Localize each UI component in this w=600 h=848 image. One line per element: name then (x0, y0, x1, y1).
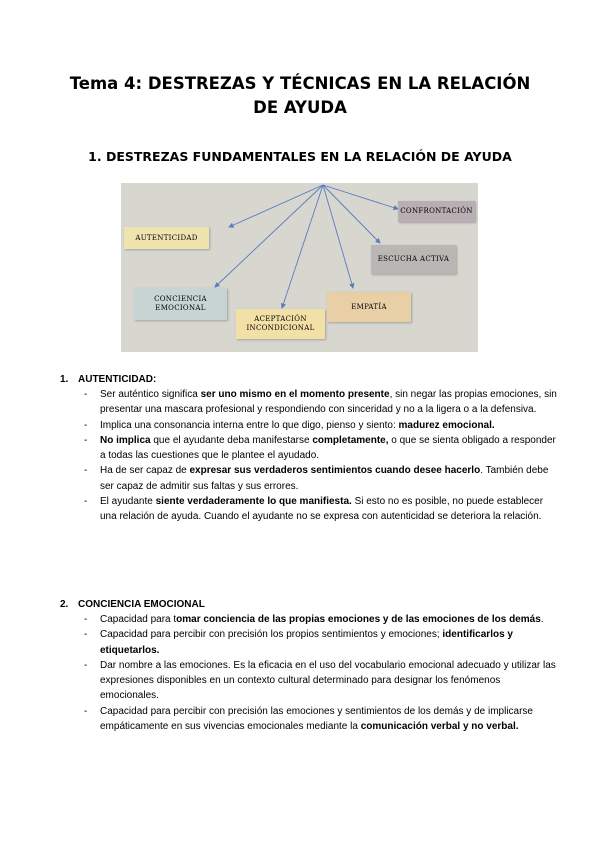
box-escucha-activa: ESCUCHA ACTIVA (371, 245, 456, 274)
bullet-item: - Implica una consonancia interna entre lo que digo, pienso y siento: madurez emocional. (60, 418, 560, 433)
arrow-to-conciencia (215, 185, 323, 287)
bullet-item: - Capacidad para tomar conciencia de las propias emociones y de las emociones de los demás. (60, 612, 560, 627)
document-title: Tema 4: DESTREZAS Y TÉCNICAS EN LA RELACIÓN DE AYUDA (69, 74, 531, 117)
item-list (60, 387, 560, 525)
box-confrontacion: CONFRONTACIÓN (398, 201, 475, 222)
box-empatia: EMPATÍA (327, 292, 411, 322)
arrow-to-autenticidad (229, 185, 323, 227)
section-autenticidad (60, 372, 560, 525)
bullet-item: - Dar nombre a las emociones. Es la eficacia en el uso del vocabulario emocional adecuado y utilizar las expresiones disponibles en un contexto cultural determinado para designar los fenómenos emocionales. (60, 658, 560, 704)
section-number: 2. (60, 599, 69, 610)
section-heading (60, 372, 560, 387)
section-title: 1. DESTREZAS FUNDAMENTALES EN LA RELACIÓN DE AYUDA (88, 149, 512, 164)
section-heading (60, 597, 560, 612)
skills-diagram (121, 183, 478, 352)
item-list (60, 612, 560, 734)
box-conciencia-emocional: CONCIENCIA EMOCIONAL (134, 288, 227, 320)
box-autenticidad: AUTENTICIDAD (124, 227, 209, 249)
bullet-item: - Capacidad para percibir con precisión las emociones y sentimientos de los demás y de implicarse empáticamente en sus vivencias emocionales mediante la comunicación verbal y no verbal. (60, 704, 560, 735)
box-aceptacion-incondicional: ACEPTACIÓN INCONDICIONAL (236, 309, 325, 339)
bullet-item: - Capacidad para percibir con precisión los propios sentimientos y emociones; identificarlos y etiquetarlos. (60, 627, 560, 658)
section-heading-text: CONCIENCIA EMOCIONAL (78, 599, 205, 610)
section-number: 1. (60, 374, 69, 385)
bullet-item: - El ayudante siente verdaderamente lo que manifiesta. Si esto no es posible, no puede establecer una relación de ayuda. Cuando el ayudante no se expresa con autenticidad se deteriora la relación. (60, 494, 560, 525)
section-heading-text: AUTENTICIDAD: (78, 374, 157, 385)
bullet-item: - No implica que el ayudante deba manifestarse completamente, o que se sienta obligado a responder a todas las cuestiones que le plantee el ayudado. (60, 433, 560, 464)
bullet-item: - Ha de ser capaz de expresar sus verdaderos sentimientos cuando desee hacerlo. También debe ser capaz de admitir sus faltas y sus errores. (60, 463, 560, 494)
section-conciencia-emocional (60, 597, 560, 734)
bullet-item: - Ser auténtico significa ser uno mismo en el momento presente, sin negar las propias emociones, sin presentar una mascara profesional y respondiendo con sinceridad y no a la ligera o a la defensiva. (60, 387, 560, 418)
arrow-to-aceptacion (282, 185, 323, 308)
